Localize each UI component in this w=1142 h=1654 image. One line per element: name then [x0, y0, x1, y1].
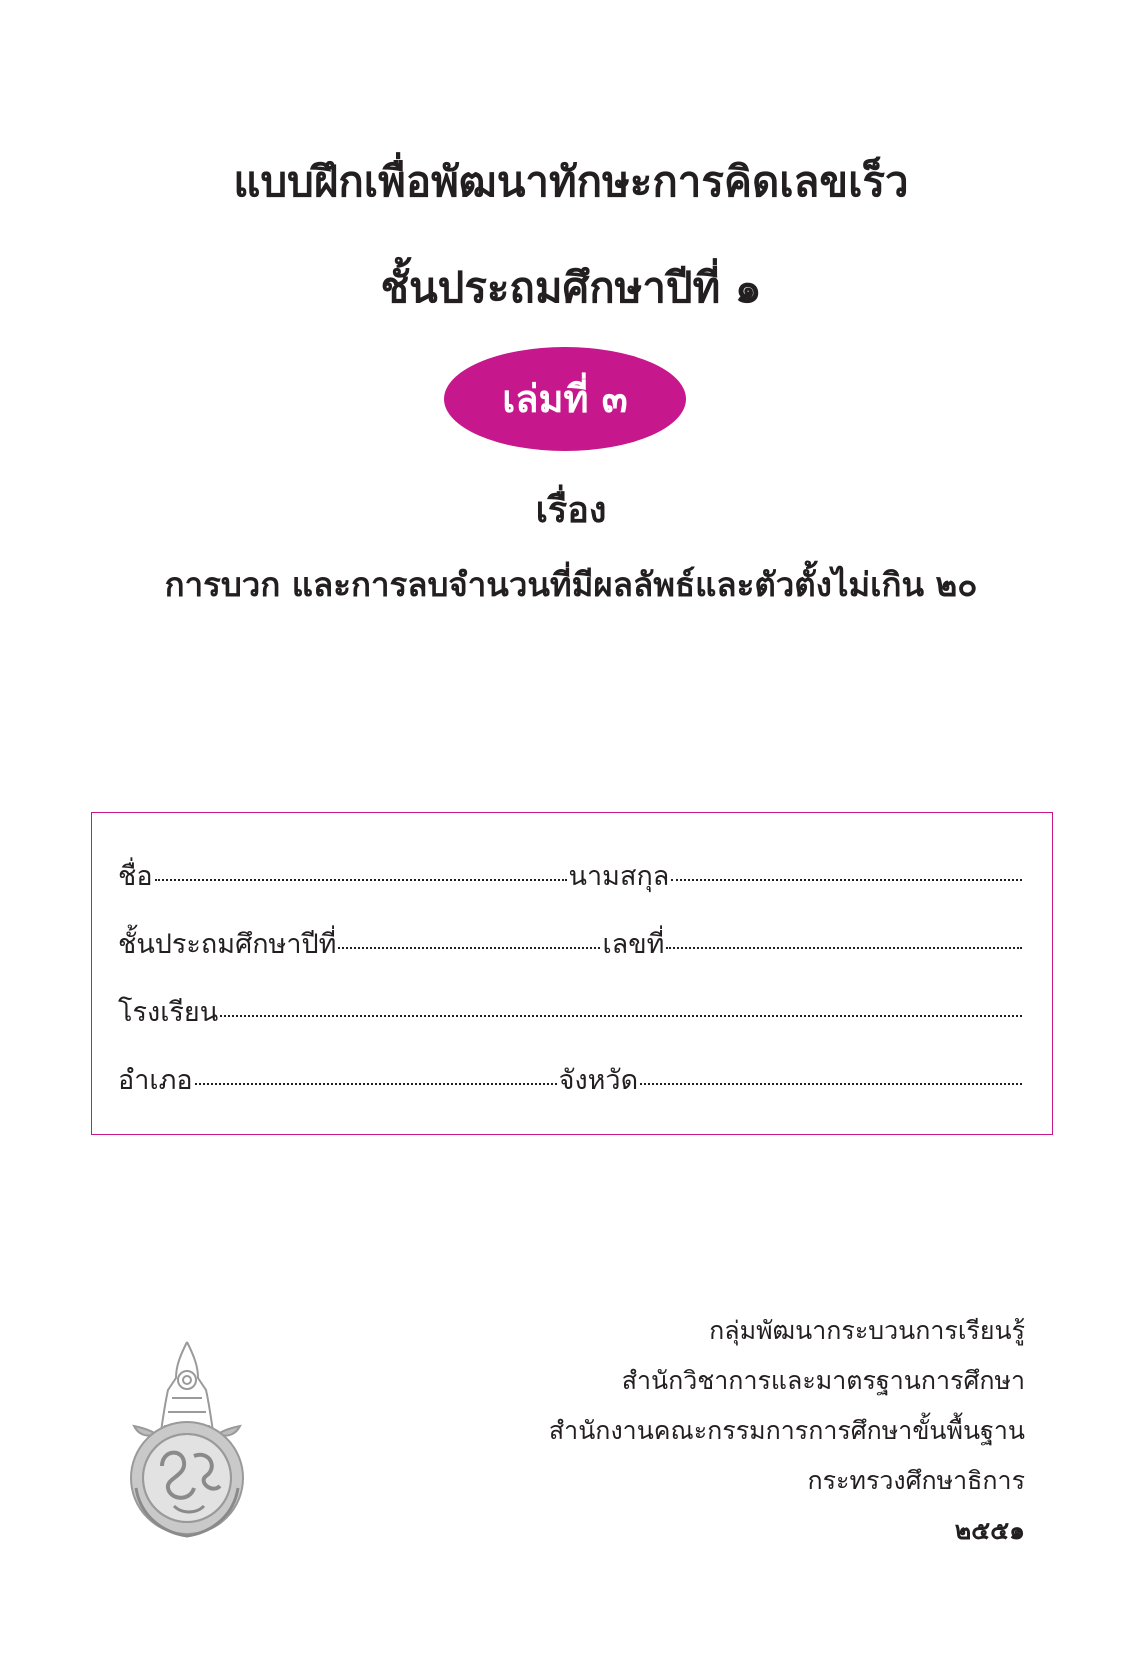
surname-field[interactable]	[671, 879, 1022, 881]
name-field[interactable]	[155, 879, 567, 881]
grade-field[interactable]	[338, 947, 600, 949]
province-label: จังหวัด	[558, 1065, 639, 1096]
district-label: อำเภอ	[118, 1065, 193, 1096]
obec-emblem-icon	[116, 1338, 258, 1540]
publication-year: ๒๕๕๑	[954, 1516, 1025, 1545]
publisher-line-3: สำนักงานคณะกรรมการการศึกษาขั้นพื้นฐาน	[548, 1416, 1025, 1445]
district-field[interactable]	[195, 1083, 557, 1085]
name-label: ชื่อ	[118, 861, 153, 892]
publisher-block	[549, 1306, 1025, 1556]
publisher-line-4: กระทรวงศึกษาธิการ	[807, 1466, 1025, 1495]
school-label: โรงเรียน	[118, 997, 219, 1028]
surname-label: นามสกุล	[568, 861, 670, 892]
cover-title: แบบฝึกเพื่อพัฒนาทักษะการคิดเลขเร็ว	[233, 157, 909, 206]
cover-grade: ชั้นประถมศึกษาปีที่ ๑	[380, 263, 762, 312]
grade-label: ชั้นประถมศึกษาปีที่	[118, 929, 337, 960]
subject-heading: เรื่อง	[535, 490, 607, 531]
volume-label: เล่มที่ ๓	[502, 377, 628, 421]
student-info-box	[91, 812, 1053, 1135]
name-row	[118, 857, 1024, 897]
school-row	[118, 993, 1024, 1033]
province-field[interactable]	[640, 1083, 1022, 1085]
grade-row	[118, 925, 1024, 965]
subject-title: การบวก และการลบจำนวนที่มีผลลัพธ์และตัวตั้งไม่เกิน ๒๐	[164, 565, 978, 604]
publisher-line-2: สำนักวิชาการและมาตรฐานการศึกษา	[621, 1366, 1025, 1395]
school-field[interactable]	[220, 1015, 1022, 1017]
number-field[interactable]	[666, 947, 1022, 949]
number-label: เลขที่	[602, 929, 665, 960]
volume-badge	[444, 347, 686, 451]
publisher-line-1: กลุ่มพัฒนากระบวนการเรียนรู้	[709, 1316, 1025, 1345]
district-row	[118, 1061, 1024, 1101]
